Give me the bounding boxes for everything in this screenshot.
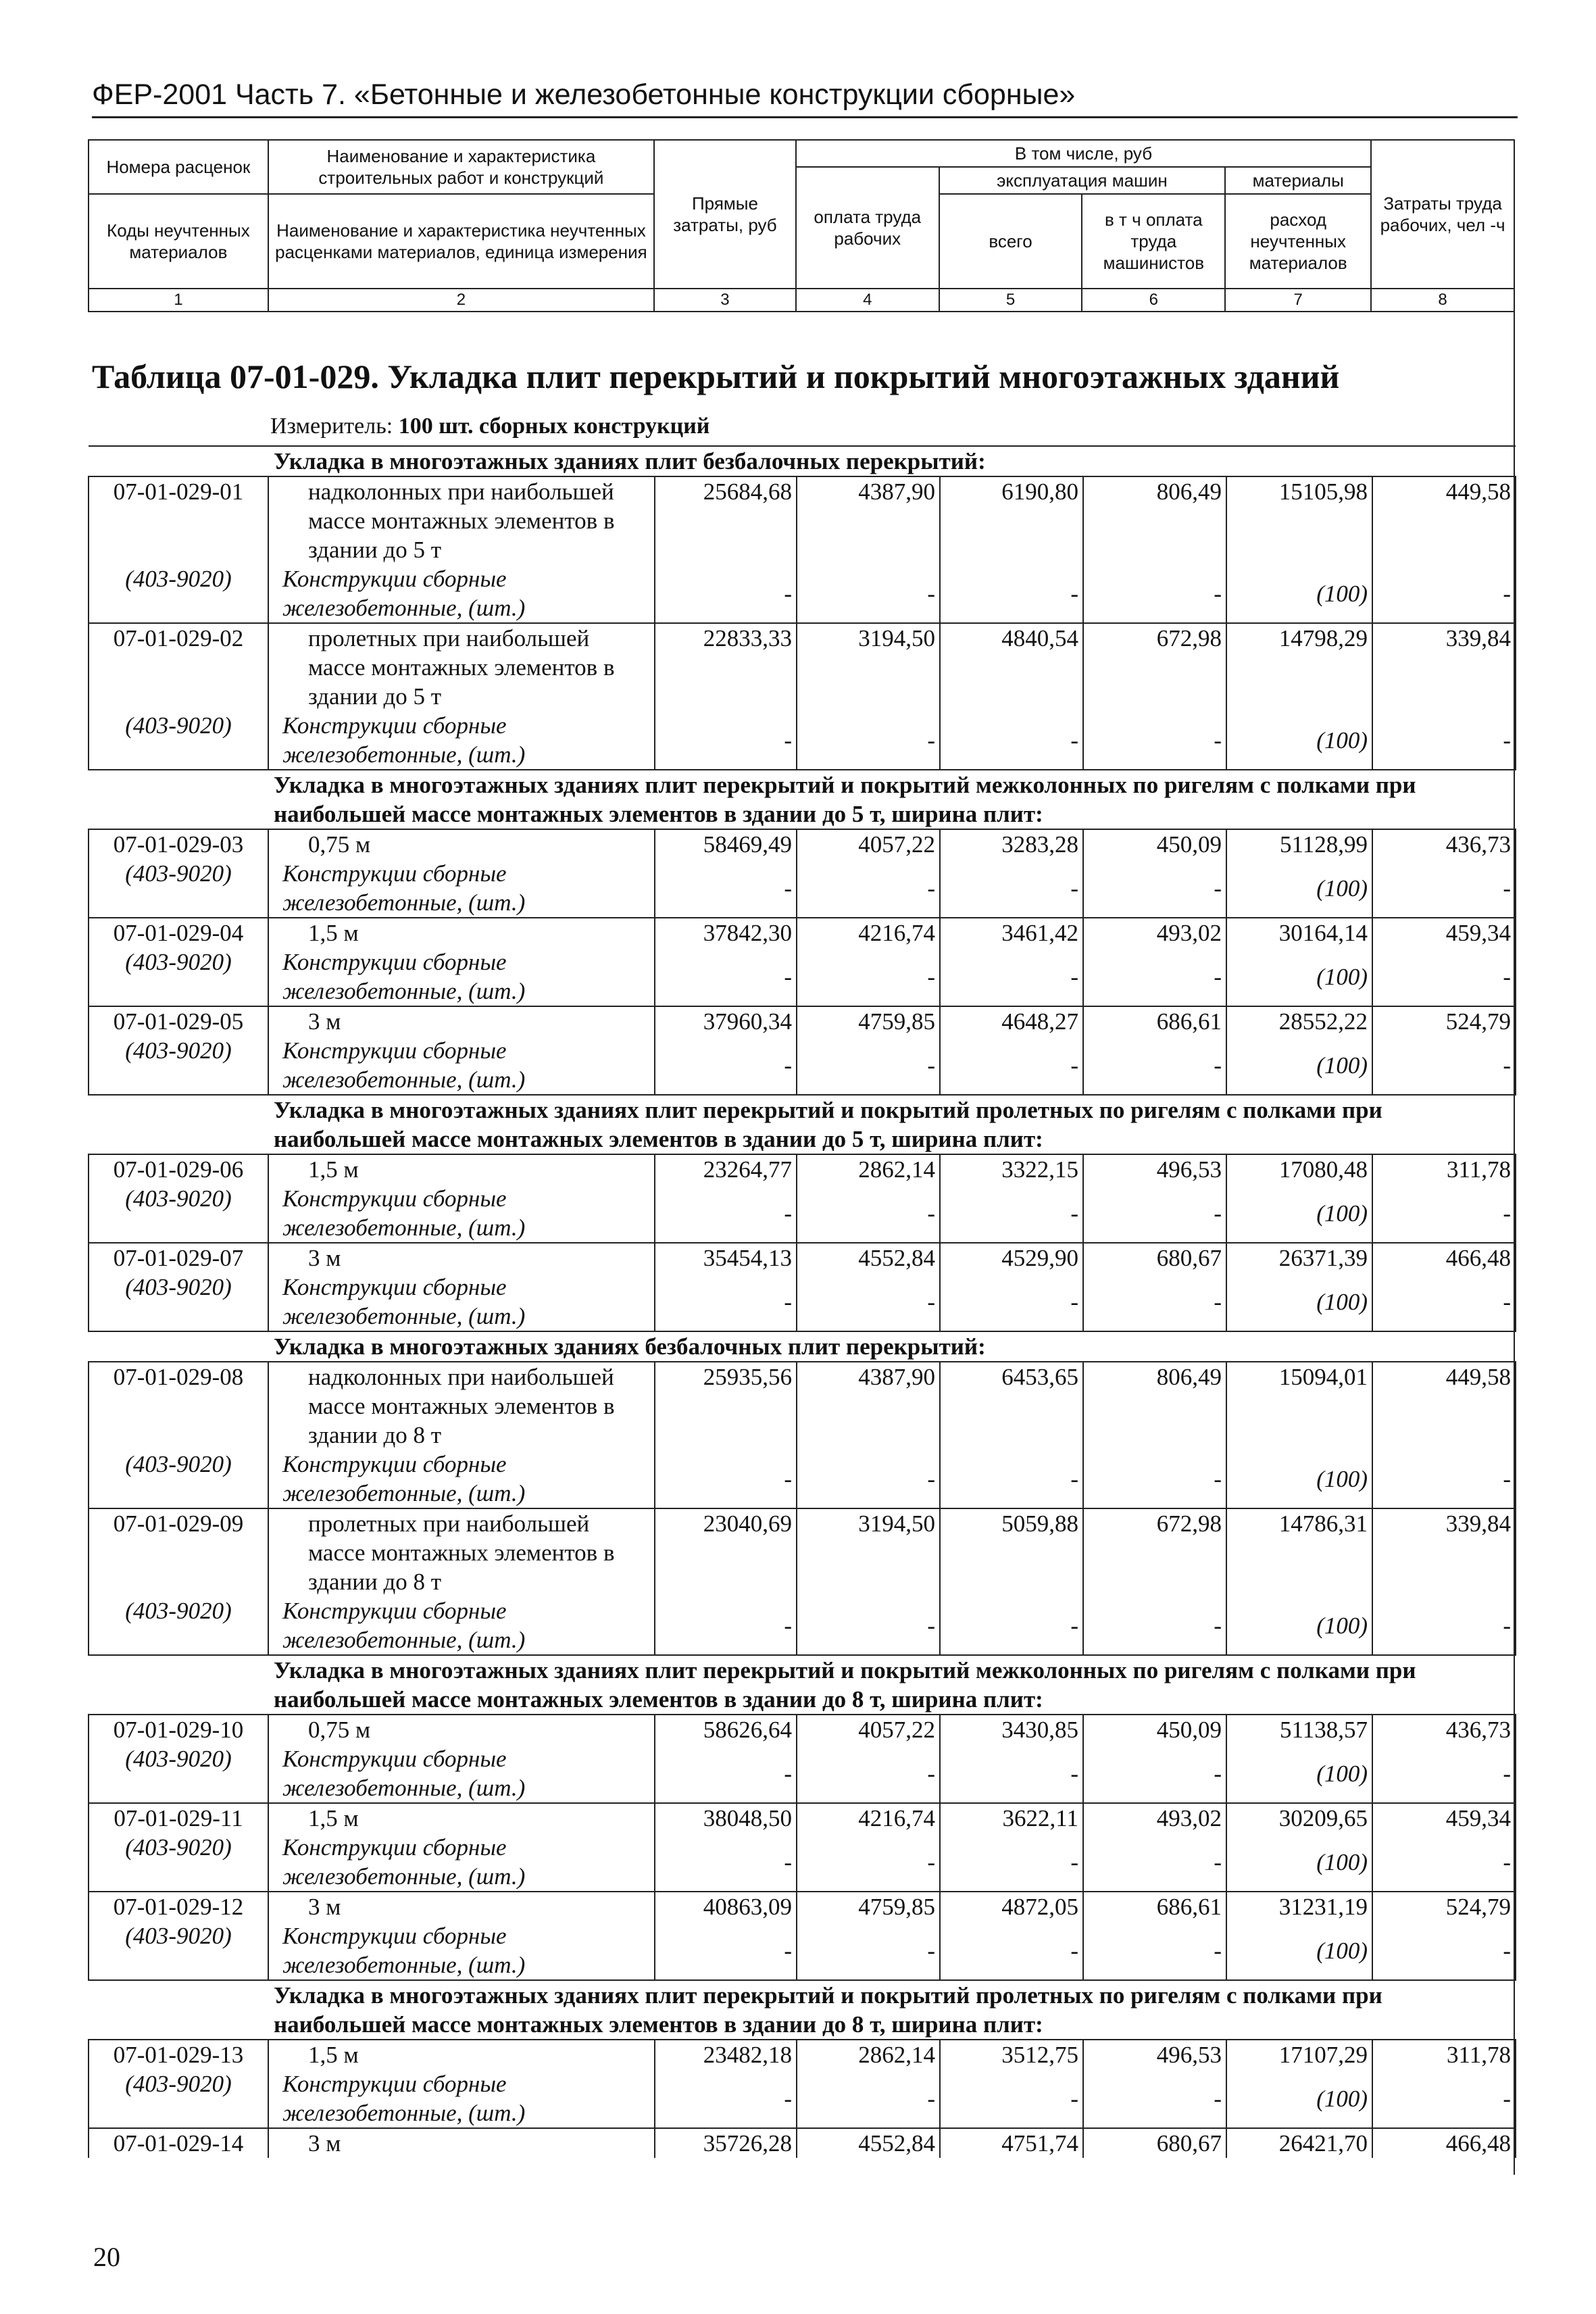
section-title: Укладка в многоэтажных зданиях плит перекрытий и покрытий пролетных по ригелям с полками при наибольшей массе монтажных элементов в здании до 5 т, ширина плит: [89,1095,1516,1154]
materials-cost: 30164,14 [1226,918,1372,947]
labor-pay: 4216,74 [797,918,940,947]
rate-description: 1,5 м [268,1803,655,1833]
labor-dash: - [797,1596,940,1655]
col-number: 8 [1371,289,1514,312]
materials-cost: 14786,31 [1226,1508,1372,1596]
rate-code: 07-01-029-08 [89,1362,268,1450]
machine-ops-total: 4648,27 [940,1006,1083,1036]
rate-description: 1,5 м [268,918,655,947]
material-row [89,1184,1516,1243]
machines-dash: - [940,1184,1083,1243]
direct-costs: 23264,77 [655,1154,797,1184]
table-title: Таблица 07-01-029. Укладка плит перекрытий и покрытий многоэтажных зданий [92,358,1340,395]
machinists-pay: 806,49 [1083,476,1226,564]
labor-hours: 459,34 [1372,918,1516,947]
machine-ops-total: 6190,80 [940,476,1083,564]
labor-hours: 459,34 [1372,1803,1516,1833]
machinists-pay: 493,02 [1083,1803,1226,1833]
machinists-pay: 680,67 [1083,2128,1226,2158]
rate-code: 07-01-029-14 [89,2128,268,2158]
machines-dash: - [940,1596,1083,1655]
machinists-pay: 450,09 [1083,829,1226,859]
material-name: Конструкции сборные железобетонные, (шт.) [268,1744,655,1803]
labor-dash: - [797,1921,940,1980]
header-machines-total: всего [939,194,1082,289]
material-row [89,1036,1516,1095]
materials-cost: 15105,98 [1226,476,1372,564]
machines-dash: - [940,1833,1083,1892]
rate-description: надколонных при наибольшей массе монтажных элементов в здании до 5 т [268,476,655,564]
machines-dash: - [940,1921,1083,1980]
rate-row [89,1154,1516,1184]
machinists-pay: 496,53 [1083,1154,1226,1184]
labor-dash: - [797,564,940,623]
labor-pay: 4552,84 [797,2128,940,2158]
material-quantity: (100) [1226,1184,1372,1243]
material-quantity: (100) [1226,1833,1372,1892]
materials-cost: 30209,65 [1226,1803,1372,1833]
column-header-table [88,139,1515,312]
rate-description: 0,75 м [268,1715,655,1744]
machines-dash: - [940,1036,1083,1095]
material-row [89,1273,1516,1331]
hours-dash: - [1372,711,1516,770]
rate-row [89,1243,1516,1273]
material-quantity: (100) [1226,1596,1372,1655]
labor-dash: - [797,1273,940,1331]
rate-row [89,1715,1516,1744]
material-row [89,711,1516,770]
materials-cost: 17107,29 [1226,2040,1372,2069]
rate-description: 3 м [268,1243,655,1273]
material-row [89,1833,1516,1892]
rate-row [89,1508,1516,1596]
labor-dash: - [797,1744,940,1803]
header-materials-consumption: расход неучтенных материалов [1225,194,1371,289]
direct-dash: - [655,2069,797,2128]
material-quantity: (100) [1226,2069,1372,2128]
direct-dash: - [655,711,797,770]
material-name: Конструкции сборные железобетонные, (шт.) [268,1450,655,1508]
labor-dash: - [797,947,940,1006]
direct-dash: - [655,1833,797,1892]
meter-value: 100 шт. сборных конструкций [398,414,710,439]
section-title: Укладка в многоэтажных зданиях плит перекрытий и покрытий пролетных по ригелям с полками при наибольшей массе монтажных элементов в здании до 8 т, ширина плит: [89,1980,1516,2040]
machines-dash: - [940,1450,1083,1508]
rate-code: 07-01-029-09 [89,1508,268,1596]
labor-pay: 4057,22 [797,1715,940,1744]
rate-row [89,476,1516,564]
rate-code: 07-01-029-04 [89,918,268,947]
hours-dash: - [1372,1273,1516,1331]
material-name: Конструкции сборные железобетонные, (шт.) [268,1596,655,1655]
materials-cost: 51138,57 [1226,1715,1372,1744]
material-quantity: (100) [1226,1921,1372,1980]
material-quantity: (100) [1226,711,1372,770]
labor-hours: 524,79 [1372,1006,1516,1036]
machine-ops-total: 3322,15 [940,1154,1083,1184]
labor-pay: 4387,90 [797,1362,940,1450]
header-direct-costs: Прямые затраты, руб [654,140,796,289]
hours-dash: - [1372,1833,1516,1892]
machinists-dash: - [1083,1184,1226,1243]
direct-dash: - [655,1450,797,1508]
section-header-row [89,1095,1516,1154]
machinists-pay: 806,49 [1083,1362,1226,1450]
material-name: Конструкции сборные железобетонные, (шт.) [268,1273,655,1331]
material-code: (403-9020) [89,1833,268,1892]
labor-pay: 3194,50 [797,1508,940,1596]
machinists-dash: - [1083,1744,1226,1803]
hours-dash: - [1372,859,1516,918]
direct-costs: 25684,68 [655,476,797,564]
material-row [89,1450,1516,1508]
direct-costs: 58626,64 [655,1715,797,1744]
materials-cost: 51128,99 [1226,829,1372,859]
direct-dash: - [655,1744,797,1803]
labor-hours: 524,79 [1372,1892,1516,1921]
machinists-dash: - [1083,859,1226,918]
hours-dash: - [1372,1450,1516,1508]
material-quantity: (100) [1226,1450,1372,1508]
machinists-pay: 493,02 [1083,918,1226,947]
direct-dash: - [655,1921,797,1980]
section-title: Укладка в многоэтажных зданиях безбалочных плит перекрытий: [89,1331,1516,1362]
rate-description: пролетных при наибольшей массе монтажных элементов в здании до 8 т [268,1508,655,1596]
rate-row [89,2040,1516,2069]
material-name: Конструкции сборные железобетонные, (шт.) [268,859,655,918]
rate-code: 07-01-029-02 [89,623,268,711]
material-row [89,1596,1516,1655]
rate-row [89,1892,1516,1921]
materials-cost: 31231,19 [1226,1892,1372,1921]
machinists-dash: - [1083,1596,1226,1655]
machine-ops-total: 4840,54 [940,623,1083,711]
machinists-dash: - [1083,1273,1226,1331]
material-quantity: (100) [1226,1273,1372,1331]
labor-hours: 436,73 [1372,829,1516,859]
direct-dash: - [655,1273,797,1331]
material-quantity: (100) [1226,947,1372,1006]
material-name: Конструкции сборные железобетонные, (шт.) [268,1833,655,1892]
material-row [89,859,1516,918]
direct-costs: 37960,34 [655,1006,797,1036]
rate-description: пролетных при наибольшей массе монтажных элементов в здании до 5 т [268,623,655,711]
labor-hours: 449,58 [1372,476,1516,564]
material-row [89,564,1516,623]
rate-code: 07-01-029-05 [89,1006,268,1036]
rate-row [89,918,1516,947]
machinists-dash: - [1083,1921,1226,1980]
header-rate-numbers: Номера расценок [89,140,268,194]
machine-ops-total: 5059,88 [940,1508,1083,1596]
section-header-row [89,1331,1516,1362]
machine-ops-total: 3622,11 [940,1803,1083,1833]
material-name: Конструкции сборные железобетонные, (шт.) [268,1036,655,1095]
material-name: Конструкции сборные железобетонные, (шт.) [268,947,655,1006]
material-code: (403-9020) [89,1744,268,1803]
material-code: (403-9020) [89,2069,268,2128]
direct-dash: - [655,947,797,1006]
machines-dash: - [940,711,1083,770]
header-labor-pay: оплата труда рабочих [796,167,939,289]
material-row [89,947,1516,1006]
material-code: (403-9020) [89,1184,268,1243]
material-quantity: (100) [1226,1744,1372,1803]
col-number: 3 [654,289,796,312]
machinists-pay: 496,53 [1083,2040,1226,2069]
materials-cost: 17080,48 [1226,1154,1372,1184]
hours-dash: - [1372,1921,1516,1980]
material-name: Конструкции сборные железобетонные, (шт.) [268,1921,655,1980]
material-row [89,1744,1516,1803]
machinists-dash: - [1083,564,1226,623]
rate-code: 07-01-029-11 [89,1803,268,1833]
machinists-dash: - [1083,1036,1226,1095]
machinists-dash: - [1083,1833,1226,1892]
hours-dash: - [1372,1596,1516,1655]
rate-code: 07-01-029-06 [89,1154,268,1184]
machines-dash: - [940,947,1083,1006]
rate-row [89,1006,1516,1036]
material-name: Конструкции сборные железобетонные, (шт.) [268,711,655,770]
hours-dash: - [1372,947,1516,1006]
direct-costs: 40863,09 [655,1892,797,1921]
material-code: (403-9020) [89,947,268,1006]
col-number: 2 [268,289,654,312]
labor-pay: 4759,85 [797,1892,940,1921]
machinists-pay: 686,61 [1083,1006,1226,1036]
labor-hours: 339,84 [1372,623,1516,711]
labor-dash: - [797,1184,940,1243]
hours-dash: - [1372,564,1516,623]
material-code: (403-9020) [89,1921,268,1980]
labor-pay: 4552,84 [797,1243,940,1273]
meter-line [270,412,709,441]
material-code: (403-9020) [89,1036,268,1095]
page-header: ФЕР-2001 Часть 7. «Бетонные и железобетонные конструкции сборные» [92,76,1518,118]
direct-dash: - [655,1036,797,1095]
machinists-dash: - [1083,1450,1226,1508]
machinists-dash: - [1083,2069,1226,2128]
machinists-pay: 686,61 [1083,1892,1226,1921]
labor-dash: - [797,711,940,770]
machinists-pay: 672,98 [1083,623,1226,711]
material-name: Конструкции сборные железобетонные, (шт.) [268,564,655,623]
labor-hours: 311,78 [1372,2040,1516,2069]
section-header-row [89,770,1516,829]
machinists-pay: 672,98 [1083,1508,1226,1596]
labor-pay: 2862,14 [797,1154,940,1184]
machines-dash: - [940,859,1083,918]
labor-hours: 466,48 [1372,2128,1516,2158]
rate-code: 07-01-029-12 [89,1892,268,1921]
machines-dash: - [940,1744,1083,1803]
col-number: 6 [1082,289,1225,312]
material-code: (403-9020) [89,564,268,623]
hours-dash: - [1372,1744,1516,1803]
header-material-codes: Коды неучтенных материалов [89,194,268,289]
machinists-pay: 680,67 [1083,1243,1226,1273]
meter-label: Измеритель: [270,414,393,439]
machine-ops-total: 6453,65 [940,1362,1083,1450]
header-in-total: В том числе, руб [796,140,1371,167]
machine-ops-total: 4872,05 [940,1892,1083,1921]
material-code: (403-9020) [89,1596,268,1655]
hours-dash: - [1372,1184,1516,1243]
section-title: Укладка в многоэтажных зданиях плит перекрытий и покрытий межколонных по ригелям с полками при наибольшей массе монтажных элементов в здании до 8 т, ширина плит: [89,1655,1516,1715]
hours-dash: - [1372,1036,1516,1095]
col-number: 1 [89,289,268,312]
rate-description: 1,5 м [268,2040,655,2069]
header-work-name: Наименование и характеристика строительных работ и конструкций [268,140,654,194]
labor-pay: 4057,22 [797,829,940,859]
direct-dash: - [655,564,797,623]
rate-code: 07-01-029-13 [89,2040,268,2069]
direct-dash: - [655,859,797,918]
section-header-row [89,1655,1516,1715]
header-materials: материалы [1225,167,1371,194]
col-number: 7 [1225,289,1371,312]
labor-dash: - [797,1036,940,1095]
rate-row [89,829,1516,859]
material-code: (403-9020) [89,859,268,918]
rate-description: 0,75 м [268,829,655,859]
direct-costs: 25935,56 [655,1362,797,1450]
machines-dash: - [940,564,1083,623]
material-name: Конструкции сборные железобетонные, (шт.) [268,1184,655,1243]
machines-dash: - [940,1273,1083,1331]
direct-costs: 35726,28 [655,2128,797,2158]
materials-cost: 26371,39 [1226,1243,1372,1273]
labor-pay: 3194,50 [797,623,940,711]
section-title: Укладка в многоэтажных зданиях плит безбалочных перекрытий: [89,446,1516,476]
rates-table [88,445,1516,2158]
material-row [89,2069,1516,2128]
material-name: Конструкции сборные железобетонные, (шт.) [268,2069,655,2128]
hours-dash: - [1372,2069,1516,2128]
rate-code: 07-01-029-07 [89,1243,268,1273]
direct-costs: 38048,50 [655,1803,797,1833]
col-number: 4 [796,289,939,312]
direct-costs: 35454,13 [655,1243,797,1273]
machine-ops-total: 3430,85 [940,1715,1083,1744]
section-title: Укладка в многоэтажных зданиях плит перекрытий и покрытий межколонных по ригелям с полками при наибольшей массе монтажных элементов в здании до 5 т, ширина плит: [89,770,1516,829]
material-code: (403-9020) [89,1273,268,1331]
header-machinists-pay: в т ч оплата труда машинистов [1082,194,1225,289]
header-labor-cost: Затраты труда рабочих, чел -ч [1371,140,1514,289]
rate-row [89,2128,1516,2158]
rate-code: 07-01-029-10 [89,1715,268,1744]
rate-row [89,1803,1516,1833]
labor-dash: - [797,1833,940,1892]
machinists-dash: - [1083,711,1226,770]
labor-hours: 311,78 [1372,1154,1516,1184]
materials-cost: 28552,22 [1226,1006,1372,1036]
material-code: (403-9020) [89,711,268,770]
direct-dash: - [655,1184,797,1243]
rate-description: 3 м [268,1006,655,1036]
labor-hours: 436,73 [1372,1715,1516,1744]
rate-description: 3 м [268,1892,655,1921]
direct-costs: 58469,49 [655,829,797,859]
material-quantity: (100) [1226,564,1372,623]
material-code: (403-9020) [89,1450,268,1508]
machinists-dash: - [1083,947,1226,1006]
direct-costs: 23482,18 [655,2040,797,2069]
direct-dash: - [655,1596,797,1655]
labor-pay: 2862,14 [797,2040,940,2069]
labor-hours: 449,58 [1372,1362,1516,1450]
rate-description: 1,5 м [268,1154,655,1184]
machine-ops-total: 3461,42 [940,918,1083,947]
header-machine-ops: эксплуатация машин [939,167,1226,194]
col-number: 5 [939,289,1082,312]
material-quantity: (100) [1226,859,1372,918]
machine-ops-total: 3283,28 [940,829,1083,859]
machine-ops-total: 4529,90 [940,1243,1083,1273]
materials-cost: 14798,29 [1226,623,1372,711]
direct-costs: 22833,33 [655,623,797,711]
labor-hours: 466,48 [1372,1243,1516,1273]
labor-pay: 4216,74 [797,1803,940,1833]
machine-ops-total: 4751,74 [940,2128,1083,2158]
labor-dash: - [797,859,940,918]
labor-hours: 339,84 [1372,1508,1516,1596]
header-material-name: Наименование и характеристика неучтенных расценками материалов, единица измерения [268,194,654,289]
section-header-row [89,446,1516,476]
rate-row [89,623,1516,711]
direct-costs: 37842,30 [655,918,797,947]
labor-dash: - [797,1450,940,1508]
rate-code: 07-01-029-01 [89,476,268,564]
labor-dash: - [797,2069,940,2128]
material-quantity: (100) [1226,1036,1372,1095]
labor-pay: 4387,90 [797,476,940,564]
materials-cost: 15094,01 [1226,1362,1372,1450]
rate-row [89,1362,1516,1450]
machines-dash: - [940,2069,1083,2128]
rate-code: 07-01-029-03 [89,829,268,859]
materials-cost: 26421,70 [1226,2128,1372,2158]
section-header-row [89,1980,1516,2040]
labor-pay: 4759,85 [797,1006,940,1036]
direct-costs: 23040,69 [655,1508,797,1596]
rate-description: надколонных при наибольшей массе монтажных элементов в здании до 8 т [268,1362,655,1450]
page-number: 20 [93,2242,120,2272]
machine-ops-total: 3512,75 [940,2040,1083,2069]
rate-description: 3 м [268,2128,655,2158]
machinists-pay: 450,09 [1083,1715,1226,1744]
material-row [89,1921,1516,1980]
